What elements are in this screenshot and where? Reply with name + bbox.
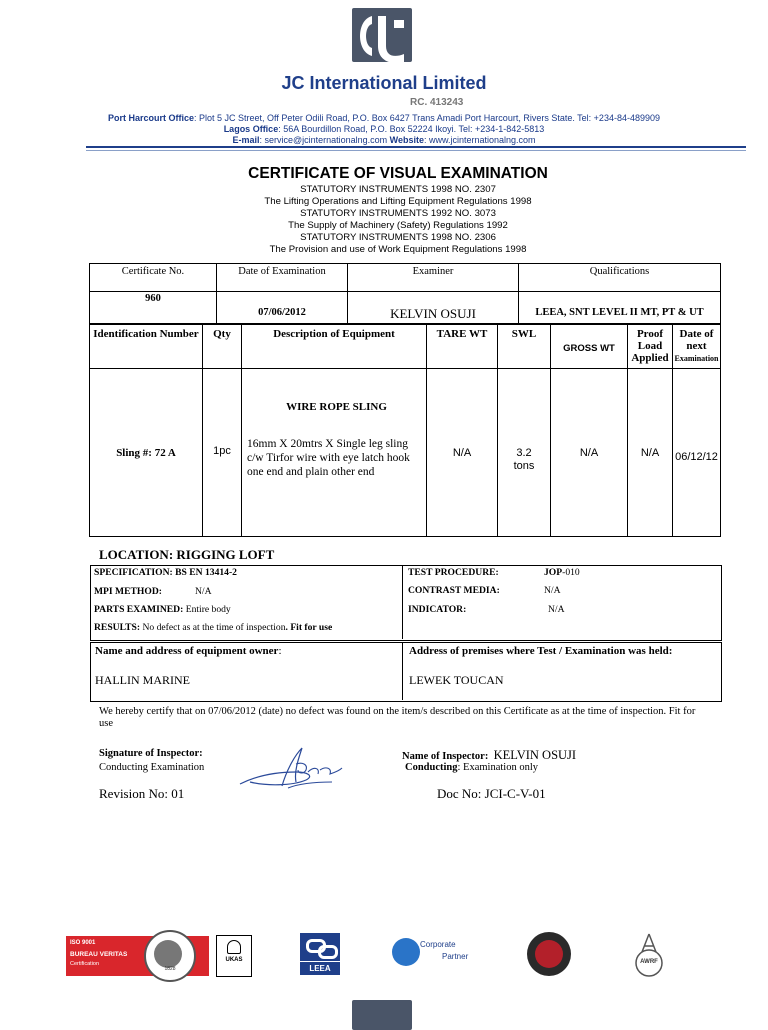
gross-weight: N/A — [551, 369, 628, 537]
safe-working-load: 3.2 tons — [498, 369, 551, 537]
crown-icon — [227, 940, 241, 954]
mpi-method-value: N/A — [195, 586, 212, 597]
header-proof-load: Proof Load Applied — [628, 325, 673, 369]
contrast-media-value: N/A — [544, 585, 561, 596]
ukas-logo — [216, 935, 252, 977]
bv-cert-label: Certification — [70, 961, 100, 967]
header-date-of-examination: Date of Examination — [217, 264, 348, 292]
document-number: Doc No: JCI-C-V-01 — [437, 786, 546, 801]
equipment-description — [242, 369, 427, 537]
specification-divider — [402, 565, 403, 639]
equipment-details: 16mm X 20mtrs X Single leg sling c/w Tirfor wire with eye latch hook one end and plain other end — [247, 438, 410, 478]
leea-label: LEEA — [300, 962, 340, 975]
globe-icon — [392, 938, 420, 966]
premises-value: LEWEK TOUCAN — [409, 673, 504, 687]
identification-number: Sling #: 72 A — [90, 369, 203, 537]
bv-seal-icon: 1828 — [144, 930, 196, 982]
iso-label: ISO 9001 — [70, 940, 96, 946]
header-tare-wt: TARE WT — [427, 325, 498, 369]
conducting-line: Conducting: Examination only — [405, 762, 539, 773]
results: RESULTS: No defect as at the time of inspection. Fit for use — [94, 622, 333, 633]
header-date-of-next — [673, 325, 721, 369]
bv-label: BUREAU VERITAS — [70, 951, 128, 958]
header-examiner: Examiner — [348, 264, 519, 292]
owner-divider — [402, 642, 403, 700]
company-name: JC International Limited — [281, 73, 487, 93]
equipment-table — [89, 324, 721, 537]
lagos-address: Lagos Office: 56A Bourdillon Road, P.O. Box 52224 Ikoyi. Tel: +234-1-842-5813 — [223, 124, 545, 134]
company-logo — [350, 6, 414, 68]
indicator-value: N/A — [548, 604, 565, 615]
awrf-logo — [630, 930, 668, 980]
awrf-icon — [630, 930, 668, 980]
owner-value: HALLIN MARINE — [95, 673, 190, 687]
footer-logo — [352, 1000, 412, 1030]
next-examination-date: 06/12/12 — [673, 369, 721, 537]
header-date-of-next-line1: Date of next — [679, 328, 714, 352]
statutory-line: STATUTORY INSTRUMENTS 1998 NO. 2307 — [300, 184, 496, 195]
inspector-name-line: Name of Inspector: KELVIN OSUJI — [402, 748, 577, 762]
statutory-line: The Supply of Machinery (Safety) Regulations 1992 — [288, 220, 508, 231]
parts-examined: PARTS EXAMINED: Entire body — [94, 604, 231, 615]
test-procedure-label: TEST PROCEDURE: — [408, 567, 499, 578]
certificate-number: 960 — [90, 292, 217, 324]
signature-label: Signature of Inspector: — [99, 748, 203, 759]
examiner-qualifications: LEEA, SNT LEVEL II MT, PT & UT — [519, 292, 721, 324]
header-date-of-next-line2: Examination — [674, 354, 719, 363]
inspector-signature — [236, 742, 346, 792]
signature-sub: Conducting Examination — [99, 762, 205, 773]
proof-load: N/A — [628, 369, 673, 537]
registration-number: RC. 413243 — [410, 97, 464, 108]
owner-label: Name and address of equipment owner: — [95, 645, 282, 657]
bureau-veritas-logo — [66, 936, 209, 976]
test-procedure-value: JOP-010 — [544, 567, 580, 578]
indicator-label: INDICATOR: — [408, 604, 467, 615]
asnt-logo — [390, 932, 498, 976]
examination-date: 07/06/2012 — [217, 292, 348, 324]
examiner-name: KELVIN OSUJI — [348, 292, 519, 324]
certificate-info-table — [89, 263, 721, 324]
chain-icon — [300, 933, 340, 961]
header-rule-thin — [86, 150, 746, 151]
ukas-label: UKAS — [225, 957, 243, 963]
quantity: 1pc — [203, 369, 242, 537]
revision-number: Revision No: 01 — [99, 786, 185, 801]
leea-logo — [300, 933, 340, 975]
partner-label: Partner — [442, 952, 469, 961]
equipment-type: WIRE ROPE SLING — [286, 401, 387, 413]
statutory-line: STATUTORY INSTRUMENTS 1992 NO. 3073 — [300, 208, 496, 219]
specification: SPECIFICATION: BS EN 13414-2 — [94, 567, 237, 578]
tare-weight: N/A — [427, 369, 498, 537]
corporate-label: Corporate — [420, 940, 456, 949]
location: LOCATION: RIGGING LOFT — [99, 547, 275, 562]
header-description: Description of Equipment — [242, 325, 427, 369]
header-gross-wt: GROSS WT — [551, 325, 628, 369]
header-certificate-no: Certificate No. — [90, 264, 217, 292]
header-qualifications: Qualifications — [519, 264, 721, 292]
header-qty: Qty — [203, 325, 242, 369]
mpi-method-label: MPI METHOD: — [94, 586, 162, 597]
port-harcourt-address: Port Harcourt Office: Plot 5 JC Street, Off Peter Odili Road, P.O. Box 6427 Trans Amadi Port Harcourt, Rivers State. Tel: +234-84-489909 — [107, 113, 660, 123]
statutory-line: The Provision and use of Work Equipment Regulations 1998 — [269, 244, 527, 255]
contrast-media-label: CONTRAST MEDIA: — [408, 585, 500, 596]
awrf-label: AWRF — [640, 959, 658, 965]
certification-statement: We hereby certify that on 07/06/2012 (date) no defect was found on the item/s described on this Certificate as at the time of inspection. Fit for use — [99, 706, 696, 729]
premises-label: Address of premises where Test / Examination was held: — [409, 645, 673, 657]
statutory-line: STATUTORY INSTRUMENTS 1998 NO. 2306 — [300, 232, 496, 243]
contact-line: E-mail: service@jcinternationalng.com Website: www.jcinternationalng.com — [232, 135, 536, 145]
certificate-title: CERTIFICATE OF VISUAL EXAMINATION — [248, 165, 548, 182]
statutory-line: The Lifting Operations and Lifting Equipment Regulations 1998 — [264, 196, 532, 207]
iadc-logo — [527, 932, 571, 976]
header-swl: SWL — [498, 325, 551, 369]
header-identification-number: Identification Number — [90, 325, 203, 369]
header-rule — [86, 146, 746, 148]
